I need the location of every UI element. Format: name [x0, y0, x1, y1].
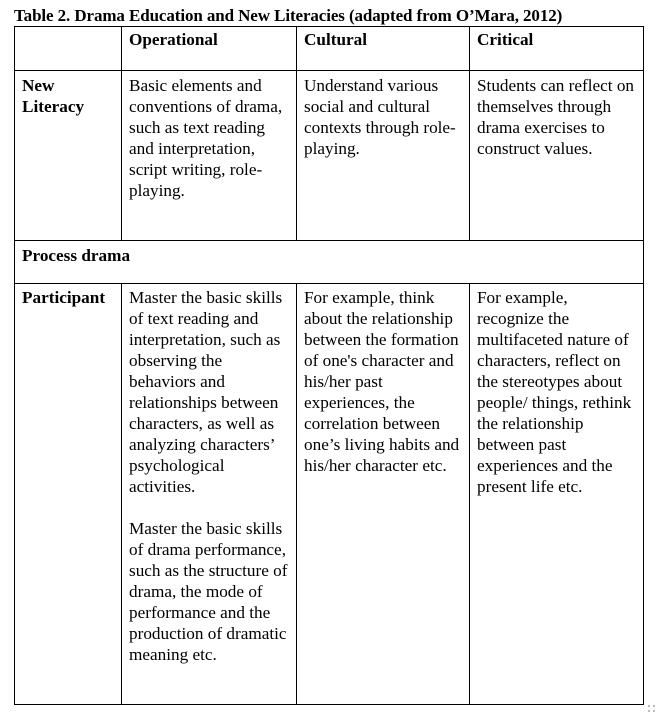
- paragraph-spacer: [129, 497, 290, 518]
- drama-literacies-table: [14, 26, 644, 705]
- cell-participant-cultural: For example, think about the relationship between the formation of one's character and his/her past experiences, the correlation between one’s living habits and his/her character etc.: [297, 284, 470, 705]
- section-label-process-drama: Process drama: [15, 241, 644, 284]
- cell-participant-operational: [122, 284, 297, 705]
- table-header-row: [15, 27, 644, 71]
- header-cell-critical: Critical: [470, 27, 644, 71]
- header-cell-operational: Operational: [122, 27, 297, 71]
- table-row-participant: [15, 284, 644, 705]
- header-cell-empty: [15, 27, 122, 71]
- header-cell-cultural: Cultural: [297, 27, 470, 71]
- table-caption: Table 2. Drama Education and New Literacies (adapted from O’Mara, 2012): [14, 6, 563, 25]
- operational-paragraph-performance-skills: Master the basic skills of drama performance, such as the structure of drama, the mode of performance and the production of dramatic meaning etc.: [129, 519, 288, 664]
- cell-new-literacy-cultural: Understand various social and cultural contexts through role-playing.: [297, 71, 470, 241]
- row-label-participant: Participant: [15, 284, 122, 705]
- row-label-new-literacy: New Literacy: [15, 71, 122, 241]
- cell-participant-critical: For example, recognize the multifaceted nature of characters, reflect on the stereotypes about people/ things, rethink the relationship between past experiences and the present life etc.: [470, 284, 644, 705]
- table-row-process-drama: [15, 241, 644, 284]
- resize-grip-icon[interactable]: [648, 705, 658, 715]
- cell-new-literacy-critical: Students can reflect on themselves through drama exercises to construct values.: [470, 71, 644, 241]
- operational-paragraph-text-skills: Master the basic skills of text reading and interpretation, such as observing the behaviors and relationships between characters, as well as analyzing characters’ psychological activities.: [129, 288, 283, 496]
- table-row-new-literacy: [15, 71, 644, 241]
- cell-new-literacy-operational: Basic elements and conventions of drama, such as text reading and interpretation, script writing, role-playing.: [122, 71, 297, 241]
